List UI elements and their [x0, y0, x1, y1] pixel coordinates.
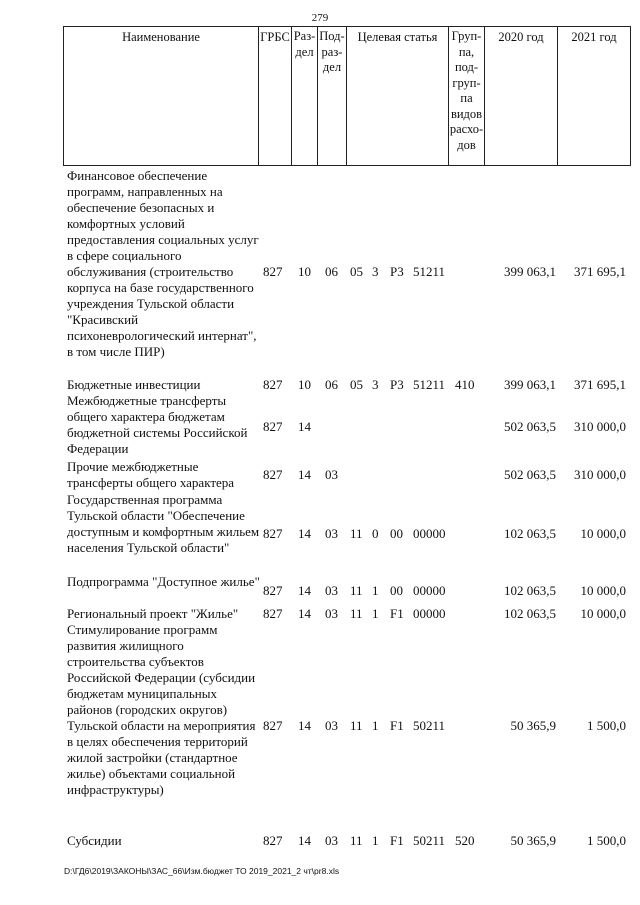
row-target-2: 1: [372, 583, 379, 598]
row-2021: 10 000,0: [580, 606, 626, 621]
header-2020: 2020 год: [485, 27, 558, 165]
row-target-1: 11: [350, 833, 363, 848]
row-target-1: 11: [350, 606, 363, 621]
row-grbs: 827: [263, 526, 283, 541]
row-target-4: 00000: [413, 583, 446, 598]
row-2020: 502 063,5: [504, 419, 556, 434]
row-2021: 371 695,1: [574, 377, 626, 392]
row-2021: 310 000,0: [574, 467, 626, 482]
row-grbs: 827: [263, 718, 283, 733]
row-name: Региональный проект "Жилье": [67, 606, 239, 621]
row-razdel: 14: [298, 833, 311, 848]
header-target: Целевая статья: [347, 27, 449, 165]
row-target-3: F1: [390, 606, 404, 621]
row-podrazdel: 03: [325, 583, 338, 598]
row-target-2: 1: [372, 718, 379, 733]
row-razdel: 14: [298, 467, 311, 482]
row-name: Государственная программа Тульской области "Обеспечение доступным и комфортным жильем населения Тульской области": [67, 492, 260, 555]
row-2021: 310 000,0: [574, 419, 626, 434]
row-grbs: 827: [263, 833, 283, 848]
row-grbs: 827: [263, 583, 283, 598]
row-razdel: 14: [298, 718, 311, 733]
row-target-1: 11: [350, 526, 363, 541]
row-grbs: 827: [263, 606, 283, 621]
row-2020: 102 063,5: [504, 583, 556, 598]
row-target-2: 0: [372, 526, 379, 541]
row-target-3: F1: [390, 718, 404, 733]
row-razdel: 14: [298, 526, 311, 541]
row-2020: 102 063,5: [504, 606, 556, 621]
row-razdel: 14: [298, 606, 311, 621]
row-grbs: 827: [263, 377, 283, 392]
row-target-1: 11: [350, 718, 363, 733]
header-2021: 2021 год: [571, 30, 617, 44]
row-podrazdel: 03: [325, 606, 338, 621]
row-razdel: 10: [298, 377, 311, 392]
row-2020: 502 063,5: [504, 467, 556, 482]
header-grbs: ГРБС: [259, 27, 292, 165]
header-group: Груп- па, под- груп- па видов расхо- дов: [449, 27, 485, 165]
row-target-4: 51211: [413, 264, 446, 279]
row-target-3: P3: [390, 377, 404, 392]
row-razdel: 14: [298, 583, 311, 598]
row-name: Межбюджетные трансферты общего характера бюджетам бюджетной системы Российской Федерации: [67, 393, 248, 456]
row-grbs: 827: [263, 467, 283, 482]
row-2021: 10 000,0: [580, 526, 626, 541]
row-2021: 1 500,0: [587, 833, 626, 848]
page-number: 279: [311, 12, 329, 24]
header-podrazdel: Под- раз- дел: [318, 27, 347, 165]
row-target-2: 3: [372, 264, 379, 279]
row-target-4: 00000: [413, 526, 446, 541]
row-podrazdel: 03: [325, 718, 338, 733]
row-2020: 102 063,5: [504, 526, 556, 541]
row-razdel: 14: [298, 419, 311, 434]
row-target-3: P3: [390, 264, 404, 279]
row-target-1: 11: [350, 583, 363, 598]
row-name: Субсидии: [67, 833, 122, 848]
row-name: Прочие межбюджетные трансферты общего характера: [67, 459, 235, 490]
row-target-4: 51211: [413, 377, 446, 392]
row-target-1: 05: [350, 377, 363, 392]
row-razdel: 10: [298, 264, 311, 279]
row-2020: 50 365,9: [510, 718, 556, 733]
row-target-2: 1: [372, 833, 379, 848]
row-target-2: 3: [372, 377, 379, 392]
row-2020: 399 063,1: [504, 264, 556, 279]
row-target-3: 00: [390, 583, 403, 598]
row-2021: 371 695,1: [574, 264, 626, 279]
row-name: Финансовое обеспечение программ, направленных на обеспечение безопасных и комфортных условий предоставления социальных услуг в сфере социального обслуживания (строительство корпуса на базе государственного учреждения Тульской области "Красивский психоневрологический интернат", в том числе ПИР): [67, 168, 259, 359]
row-group: 410: [455, 377, 475, 392]
table-header: [63, 26, 631, 166]
row-podrazdel: 06: [325, 264, 338, 279]
row-group: 520: [455, 833, 475, 848]
row-target-4: 00000: [413, 606, 446, 621]
row-target-3: 00: [390, 526, 403, 541]
header-name: Наименование: [64, 27, 259, 165]
row-target-4: 50211: [413, 833, 446, 848]
row-name: Бюджетные инвестиции: [67, 377, 201, 392]
row-target-4: 50211: [413, 718, 446, 733]
row-podrazdel: 03: [325, 526, 338, 541]
row-podrazdel: 03: [325, 833, 338, 848]
row-2021: 10 000,0: [580, 583, 626, 598]
row-target-2: 1: [372, 606, 379, 621]
row-2020: 399 063,1: [504, 377, 556, 392]
row-name: Стимулирование программ развития жилищного строительства субъектов Российской Федерации (субсидии бюджетам муниципальных районов (городских округов) Тульской области на мероприятия в целях обеспечения территорий жилой застройки (стандартное жилье) объектами социальной инфраструктуры): [67, 622, 256, 797]
row-grbs: 827: [263, 264, 283, 279]
row-podrazdel: 06: [325, 377, 338, 392]
file-path-footer: D:\ГД6\2019\ЗАКОНЫ\ЗАС_66\Изм.бюджет ТО 2019_2021_2 чт\pr8.xls: [64, 866, 340, 876]
header-razdel: Раз- дел: [292, 27, 318, 165]
row-name: Подпрограмма "Доступное жилье": [67, 574, 260, 589]
row-2021: 1 500,0: [587, 718, 626, 733]
row-grbs: 827: [263, 419, 283, 434]
row-podrazdel: 03: [325, 467, 338, 482]
row-target-1: 05: [350, 264, 363, 279]
row-2020: 50 365,9: [510, 833, 556, 848]
row-target-3: F1: [390, 833, 404, 848]
